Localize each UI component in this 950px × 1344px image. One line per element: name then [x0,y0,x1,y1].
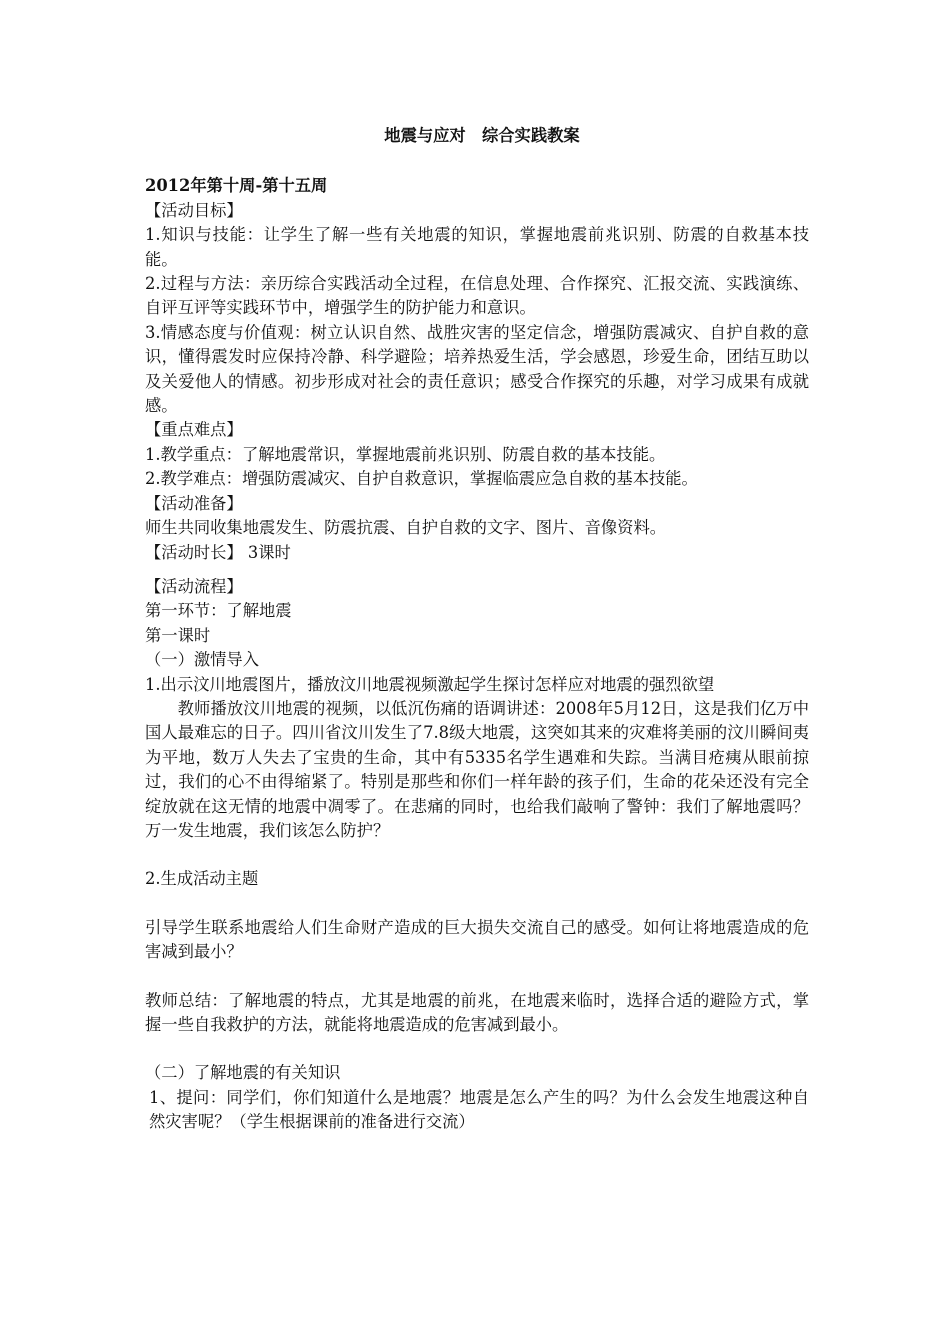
document-title: 地震与应对 综合实践教案 [384,126,580,145]
part-2: （二）了解地震的有关知识 [145,1063,341,1083]
question-1: 1、提问：同学们，你们知道什么是地震？地震是怎么产生的吗？为什么会发生地震这种自然灾害呢？（学生根据课前的准备进行交流） [149,1087,809,1132]
prep-heading: 【活动准备】 [145,493,243,513]
objectives-heading: 【活动目标】 [145,200,243,220]
item-2: 2.生成活动主题 [145,869,259,889]
keypoint-1: 1.教学重点：了解地震常识，掌握地震前兆识别、防震自救的基本技能。 [145,444,666,464]
keypoints-heading: 【重点难点】 [145,420,243,440]
date-line: 2012年第十周-第十五周 [145,176,328,196]
document-body [145,124,809,1135]
item-2-body: 引导学生联系地震给人们生命财产造成的巨大损失交流自己的感受。如何让将地震造成的危害减到最小？ [145,917,809,962]
section-1: 第一环节：了解地震 [145,601,292,621]
objective-1: 1.知识与技能：让学生了解一些有关地震的知识，掌握地震前兆识别、防震的自救基本技能。 [145,225,809,269]
item-1-body: 教师播放汶川地震的视频，以低沉伤痛的语调讲述：2008年5月12日，这是我们亿万中国人最难忘的日子。四川省汶川发生了7.8级大地震，这突如其来的灾难将美丽的汶川瞬间夷为平地，数万人失去了宝贵的生命，其中有5335名学生遇难和失踪。当满目疮痍从眼前掠过，我们的心不由得缩紧了。特别是那些和你们一样年龄的孩子们，生命的花朵还没有完全绽放就在这无情的地震中凋零了。在悲痛的同时，也给我们敲响了警钟：我们了解地震吗？万一发生地震，我们该怎么防护？ [145,698,809,840]
objective-2: 2.过程与方法：亲历综合实践活动全过程，在信息处理、合作探究、汇报交流、实践演练、自评互评等实践环节中，增强学生的防护能力和意识。 [145,274,809,318]
duration-line: 【活动时长】 3课时 [145,542,291,562]
lesson-1: 第一课时 [145,625,211,645]
process-heading: 【活动流程】 [145,576,243,596]
item-1: 1.出示汶川地震图片，播放汶川地震视频激起学生探讨怎样应对地震的强烈欲望 [145,674,715,694]
keypoint-2: 2.教学难点：增强防震减灾、自护自救意识，掌握临震应急自救的基本技能。 [145,469,698,489]
prep-text: 师生共同收集地震发生、防震抗震、自护自救的文字、图片、音像资料。 [145,518,667,538]
objective-3: 3.情感态度与价值观：树立认识自然、战胜灾害的坚定信念，增强防震减灾、自护自救的意识，懂得震发时应保持冷静、科学避险；培养热爱生活，学会感恩，珍爱生命，团结互助以及关爱他人的情感。初步形成对社会的责任意识；感受合作探究的乐趣，对学习成果有成就感。 [145,322,809,416]
part-1: （一）激情导入 [145,650,259,670]
teacher-summary: 教师总结：了解地震的特点，尤其是地震的前兆，在地震来临时，选择合适的避险方式，掌握一些自我救护的方法，就能将地震造成的危害减到最小。 [145,990,809,1034]
